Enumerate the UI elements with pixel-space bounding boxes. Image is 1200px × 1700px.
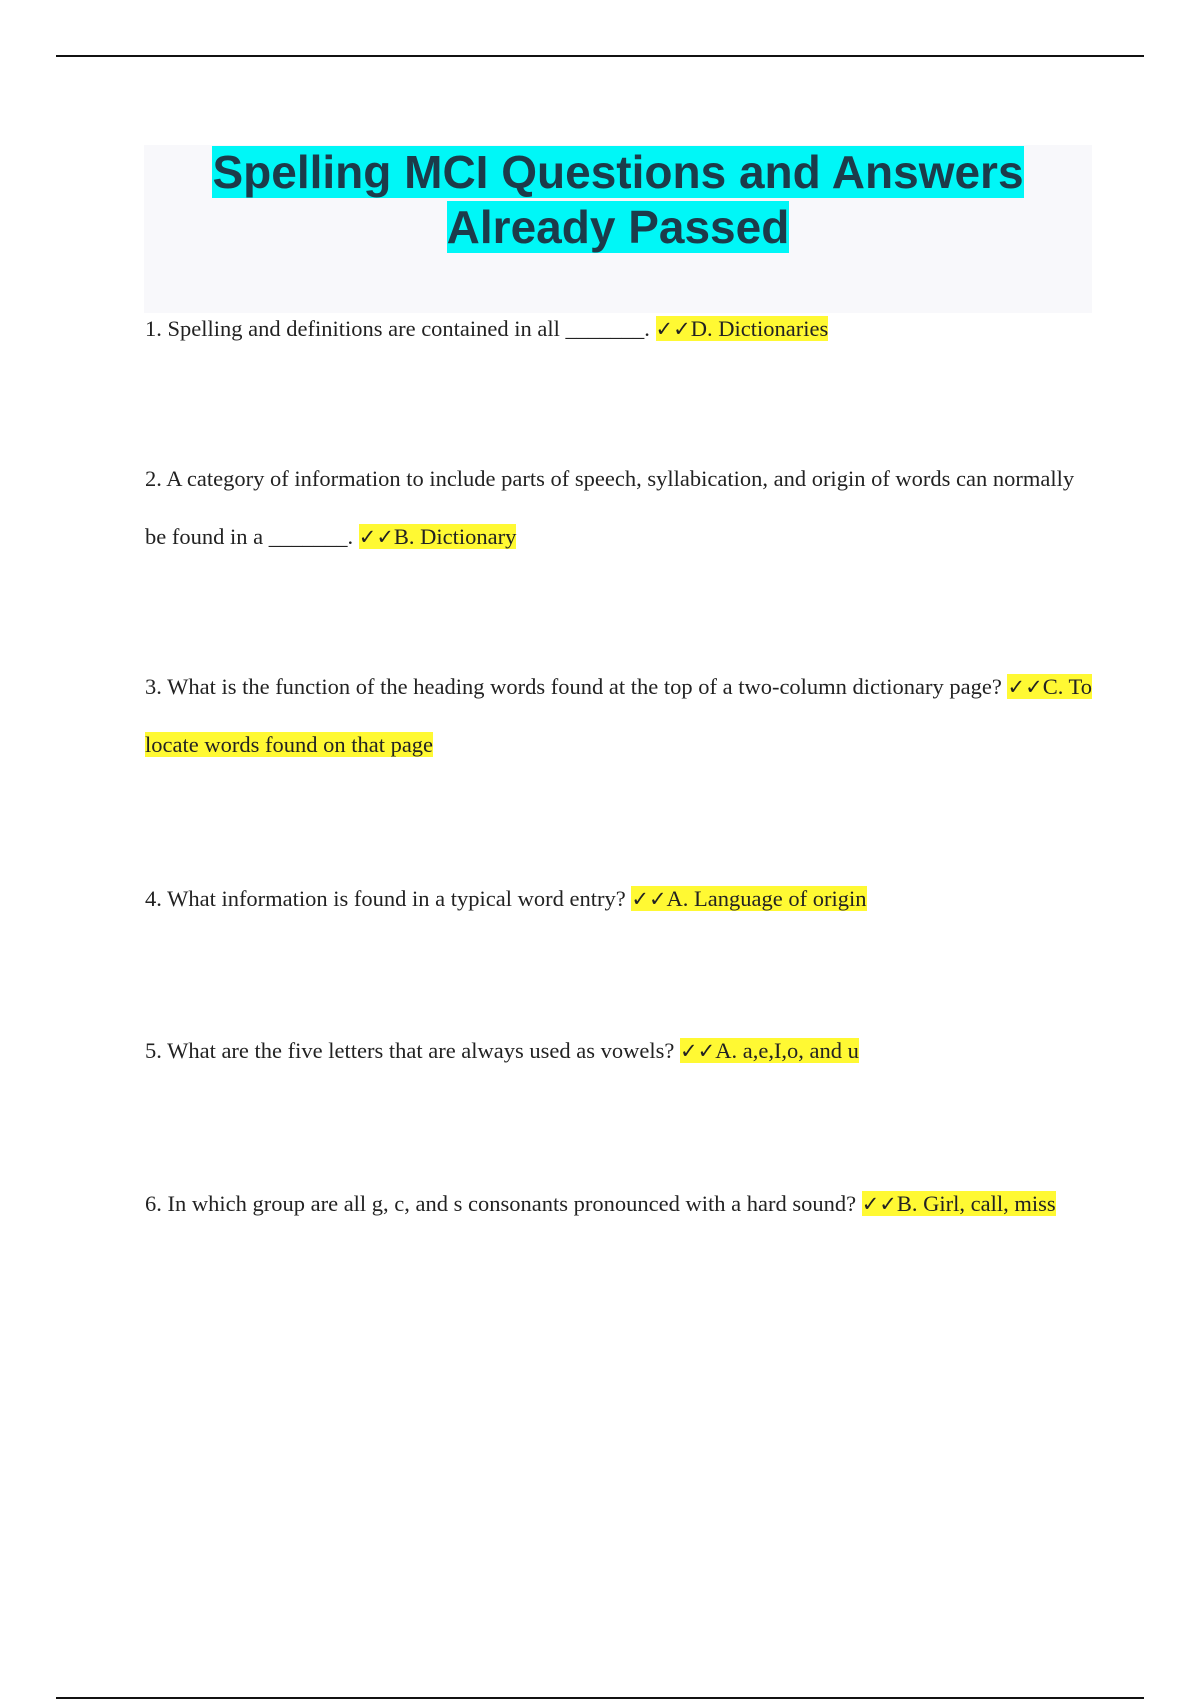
question-5 bbox=[145, 1022, 1095, 1080]
answer-highlight bbox=[359, 524, 517, 549]
answer-highlight bbox=[631, 886, 866, 911]
answer-text: C. To locate words found on that page bbox=[145, 674, 1092, 757]
check-mark-icon: ✓✓ bbox=[631, 887, 667, 911]
question-6 bbox=[145, 1175, 1095, 1233]
question-text: 2. A category of information to include parts of speech, syllabication, and origin of words can normally be found in a _______. bbox=[145, 466, 1075, 549]
check-mark-icon: ✓✓ bbox=[861, 1192, 897, 1216]
question-3 bbox=[145, 658, 1095, 774]
question-4 bbox=[145, 870, 1095, 928]
answer-text: A. Language of origin bbox=[666, 886, 867, 911]
answer-highlight bbox=[862, 1191, 1056, 1216]
answer-text: B. Dictionary bbox=[393, 524, 517, 549]
check-mark-icon: ✓✓ bbox=[358, 525, 394, 549]
question-text: 4. What information is found in a typical word entry? bbox=[145, 886, 626, 911]
question-1 bbox=[145, 300, 1095, 358]
question-text: 5. What are the five letters that are always used as vowels? bbox=[145, 1038, 675, 1063]
question-text: 1. Spelling and definitions are contained in all _______. bbox=[145, 316, 650, 341]
answer-text: B. Girl, call, miss bbox=[896, 1191, 1056, 1216]
title-line-1: Spelling MCI Questions and Answers bbox=[212, 146, 1024, 198]
question-2 bbox=[145, 450, 1095, 566]
answer-highlight bbox=[656, 316, 829, 341]
check-mark-icon: ✓✓ bbox=[655, 317, 691, 341]
answer-text: A. a,e,I,o, and u bbox=[715, 1038, 859, 1063]
top-rule bbox=[56, 55, 1144, 57]
question-text: 3. What is the function of the heading words found at the top of a two-column dictionary page? bbox=[145, 674, 1002, 699]
answer-highlight bbox=[680, 1038, 859, 1063]
question-text: 6. In which group are all g, c, and s consonants pronounced with a hard sound? bbox=[145, 1191, 857, 1216]
check-mark-icon: ✓✓ bbox=[680, 1039, 716, 1063]
check-mark-icon: ✓✓ bbox=[1007, 675, 1043, 699]
bottom-rule bbox=[56, 1697, 1144, 1699]
title-line-2: Already Passed bbox=[446, 201, 790, 253]
title-banner bbox=[144, 145, 1092, 313]
page-title bbox=[144, 145, 1092, 255]
answer-text: D. Dictionaries bbox=[690, 316, 829, 341]
